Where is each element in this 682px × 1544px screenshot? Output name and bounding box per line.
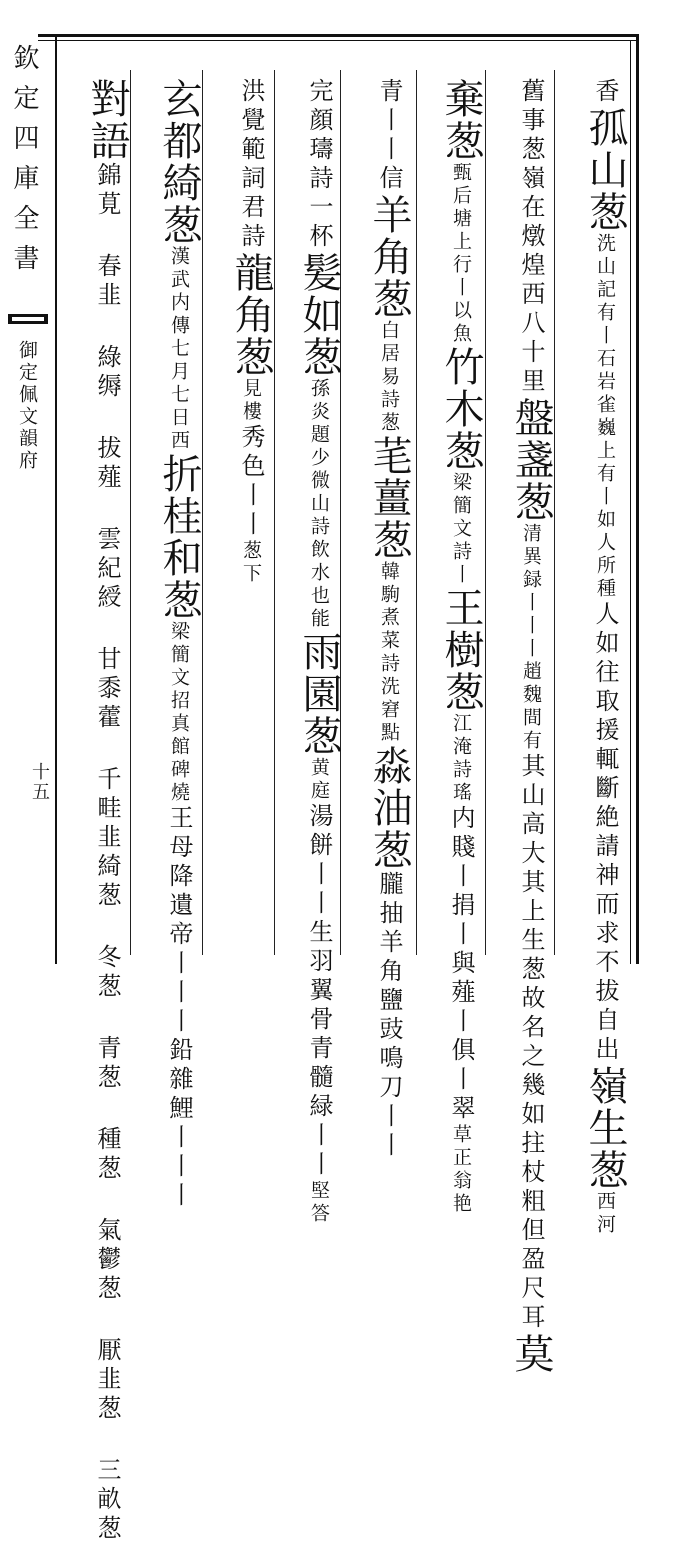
text-column-4 bbox=[348, 78, 412, 1161]
top-border bbox=[38, 34, 638, 37]
body-text: 青丨丨信 bbox=[375, 78, 403, 194]
body-text: 錦莧 春韭 綠缛 拔薤 雲紀綬 甘黍藿 千畦韭 bbox=[93, 162, 121, 853]
body-text: 秀色丨丨 bbox=[237, 424, 265, 540]
headword: 羊角葱 bbox=[366, 194, 412, 320]
column-separator bbox=[485, 70, 486, 955]
body-text: 鹽豉鳴刀丨丨 bbox=[375, 987, 403, 1161]
column-separator bbox=[340, 70, 341, 955]
top-border-thin bbox=[38, 40, 638, 41]
body-text: 洪覺範詞君詩 bbox=[237, 78, 265, 252]
body-text: 人如往取援輒斷絶請神而求不拔自出 bbox=[591, 601, 619, 1065]
body-text: 其山高大其上生葱故名 bbox=[517, 753, 545, 1043]
headword: 對 bbox=[84, 78, 130, 120]
body-text: 鉛雜鯉丨丨丨 bbox=[165, 1037, 193, 1211]
column-separator bbox=[130, 70, 131, 955]
annotation-text: 見樓 bbox=[240, 378, 262, 424]
headword: 淼油葱 bbox=[366, 745, 412, 871]
headword: 芼薑葱 bbox=[366, 435, 412, 561]
body-text: 湯餅丨丨 bbox=[305, 803, 333, 919]
headword: 孤山葱 bbox=[582, 107, 628, 233]
text-column-6 bbox=[210, 78, 272, 943]
headword: 折桂和葱 bbox=[156, 453, 202, 621]
book-title: 御定佩文韻府 bbox=[16, 340, 38, 472]
right-border bbox=[636, 34, 639, 964]
left-margin-rule bbox=[55, 34, 57, 964]
body-text: 之幾如拄杖粗但盈尺耳 bbox=[517, 1043, 545, 1333]
annotation-text: 韓駒煮菜詩洗窘點 bbox=[378, 561, 400, 745]
annotation-text: 西河 bbox=[594, 1191, 616, 1237]
body-text: 丨俱丨翠 bbox=[447, 1008, 475, 1124]
text-column-7 bbox=[138, 78, 202, 1211]
body-text: 舊事葱嶺在燉煌西八十里 bbox=[517, 78, 545, 397]
column-separator bbox=[202, 70, 203, 955]
body-text: 完顔璹詩一杯 bbox=[305, 78, 333, 252]
headword: 髪如葱 bbox=[296, 252, 342, 378]
annotation-text: 孫炎題少微山詩飲水也能 bbox=[308, 378, 330, 631]
column-separator bbox=[416, 70, 417, 955]
annotation-text: 堅答 bbox=[308, 1180, 330, 1226]
page-number: 十五 bbox=[29, 762, 50, 802]
body-text: 王母降遺帝丨丨丨 bbox=[165, 805, 193, 1037]
annotation-text: 草正翁艳 bbox=[450, 1124, 472, 1216]
headword: 語 bbox=[84, 120, 130, 162]
annotation-text: 甄后塘上行丨以魚 bbox=[450, 162, 472, 346]
annotation-text: 白居易詩葱 bbox=[378, 320, 400, 435]
headword: 嶺生葱 bbox=[582, 1065, 628, 1191]
headword: 盤盞葱 bbox=[508, 397, 554, 523]
column-separator bbox=[554, 70, 555, 955]
column-separator bbox=[274, 70, 275, 955]
annotation-text: 葱下 bbox=[240, 540, 262, 586]
body-text: 香 bbox=[591, 78, 619, 107]
annotation-text: 梁簡文招真館碑燒 bbox=[168, 621, 190, 805]
fish-tail-mark-icon bbox=[8, 312, 48, 326]
body-text: 内賤丨捐丨與薤 bbox=[447, 805, 475, 1008]
headword: 棄葱 bbox=[438, 78, 484, 162]
body-text: 生羽翼骨青髓緑丨丨 bbox=[305, 919, 333, 1180]
right-border-thin bbox=[630, 40, 631, 964]
annotation-text: 江淹詩瑤 bbox=[450, 713, 472, 805]
text-column-8 bbox=[64, 78, 130, 1544]
headword: 竹木葱 bbox=[438, 346, 484, 472]
body-text: 朧抽羊角 bbox=[375, 871, 403, 987]
body-text: 綺葱 冬葱 青葱 種葱 氣鬱葱 厭韭葱 三畝葱 bbox=[93, 853, 121, 1544]
text-column-2 bbox=[496, 78, 554, 1375]
annotation-text: 黄庭 bbox=[308, 757, 330, 803]
headword: 王樹葱 bbox=[438, 587, 484, 713]
annotation-text: 梁簡文詩丨 bbox=[450, 472, 472, 587]
headword: 雨園葱 bbox=[296, 631, 342, 757]
text-column-3 bbox=[424, 78, 484, 1216]
annotation-text: 洗山記有丨石岩雀巍上有丨如人所種 bbox=[594, 233, 616, 601]
text-column-5 bbox=[282, 78, 342, 1226]
headword: 莫 bbox=[508, 1333, 554, 1375]
headword: 玄都綺葱 bbox=[156, 78, 202, 246]
headword: 龍角葱 bbox=[228, 252, 274, 378]
annotation-text: 漢武内傳七月七日西 bbox=[168, 246, 190, 453]
text-column-1 bbox=[566, 78, 628, 1237]
annotation-text: 清異録丨丨丨趙魏間有 bbox=[520, 523, 542, 753]
series-title: 欽定四庫全書 bbox=[9, 44, 39, 284]
